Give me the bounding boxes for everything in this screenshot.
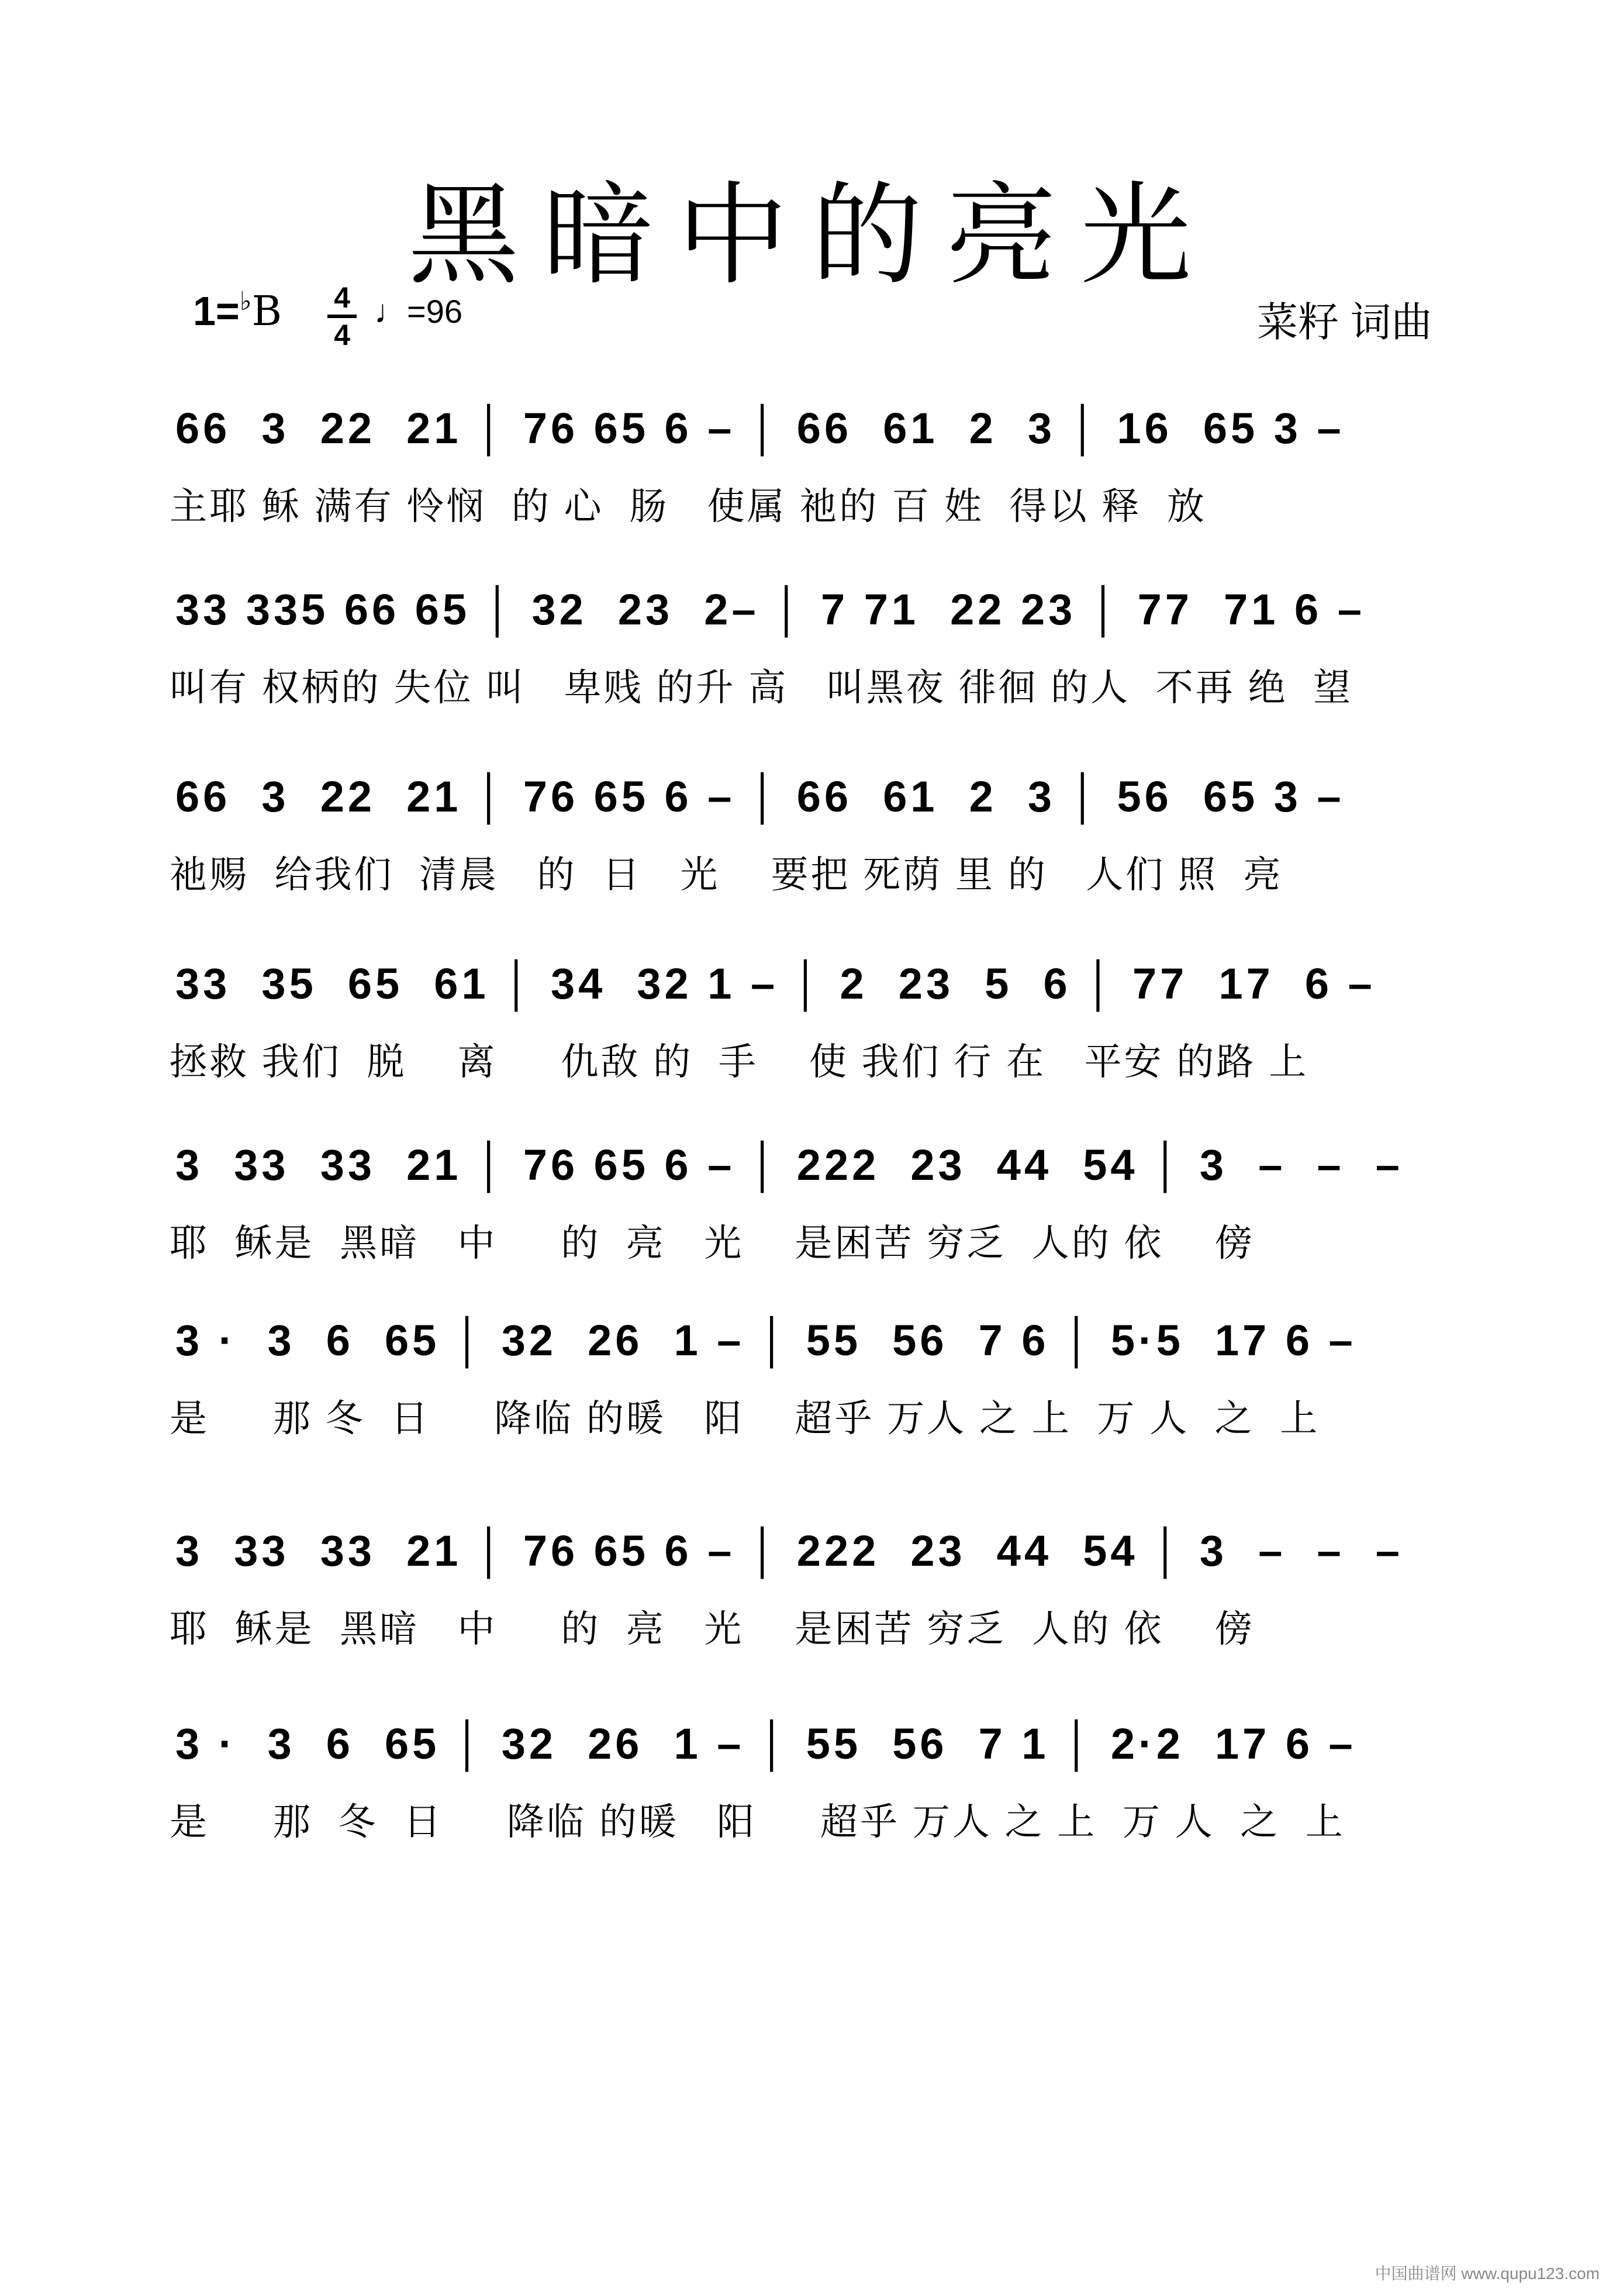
key-signature — [193, 286, 282, 335]
lyrics: 是 那 冬 日 降临 的暖 阳 超乎 万人 之 上 万 人 之 上 — [170, 1801, 1345, 1843]
key-note: B — [251, 287, 282, 335]
lyrics: 是 那 冬 日 降临 的暖 阳 超乎 万人 之 上 万 人 之 上 — [170, 1397, 1320, 1439]
notes: 66 3 22 21 │ 76 65 6 – │ 66 61 2 3 │ 56 65 3 – — [175, 772, 1345, 821]
notes: 66 3 22 21 │ 76 65 6 – │ 66 61 2 3 │ 16 65 3 – — [175, 404, 1345, 453]
song-title: 黑暗中的亮光 — [408, 171, 1215, 300]
notes: 3 · 3 6 65 │ 32 26 1 – │ 55 56 7 1 │ 2·2 17 6 – — [175, 1720, 1356, 1768]
tempo-marking: ♩=96 — [374, 293, 462, 330]
staff-line-8 — [170, 1720, 1462, 1883]
key-prefix: 1= — [193, 288, 240, 334]
staff-line-6 — [170, 1316, 1462, 1479]
credit: 菜籽 词曲 — [1257, 299, 1432, 345]
watermark: 中国曲谱网 www.qupu123.com — [1375, 2264, 1600, 2283]
flat-sign: ♭ — [239, 287, 252, 316]
time-bottom: 4 — [334, 319, 350, 351]
time-signature — [327, 282, 357, 351]
staff-line-3 — [170, 772, 1462, 935]
time-top: 4 — [334, 281, 350, 314]
lyrics: 主耶 稣 满有 怜悯 的 心 肠 使属 祂的 百 姓 得以 释 放 — [170, 485, 1207, 527]
staff-line-7 — [170, 1527, 1462, 1690]
staff-line-5 — [170, 1141, 1462, 1304]
notes: 33 35 65 61 │ 34 32 1 – │ 2 23 5 6 │ 77 17 6 – — [175, 959, 1376, 1008]
staff-line-1 — [170, 404, 1462, 567]
notes: 33 335 66 65 │ 32 23 2– │ 7 71 22 23 │ 77 71 6 – — [175, 585, 1365, 634]
lyrics: 祂赐 给我们 清晨 的 日 光 要把 死荫 里 的 人们 照 亮 — [170, 854, 1283, 896]
notes: 3 33 33 21 │ 76 65 6 – │ 222 23 44 54 │ 3 – – – — [175, 1527, 1403, 1575]
notes: 3 33 33 21 │ 76 65 6 – │ 222 23 44 54 │ 3 – – – — [175, 1141, 1403, 1189]
staff-line-2 — [170, 585, 1462, 748]
lyrics: 耶 稣是 黑暗 中 的 亮 光 是困苦 穷乏 人的 依 傍 — [170, 1608, 1255, 1650]
lyrics: 拯救 我们 脱 离 仇敌 的 手 使 我们 行 在 平安 的路 上 — [170, 1041, 1309, 1083]
lyrics: 叫有 权柄的 失位 叫 卑贱 的升 高 叫黑夜 徘徊 的人 不再 绝 望 — [170, 667, 1353, 709]
lyrics: 耶 稣是 黑暗 中 的 亮 光 是困苦 穷乏 人的 依 傍 — [170, 1222, 1255, 1264]
notes: 3 · 3 6 65 │ 32 26 1 – │ 55 56 7 6 │ 5·5 17 6 – — [175, 1316, 1356, 1365]
staff-line-4 — [170, 959, 1462, 1123]
